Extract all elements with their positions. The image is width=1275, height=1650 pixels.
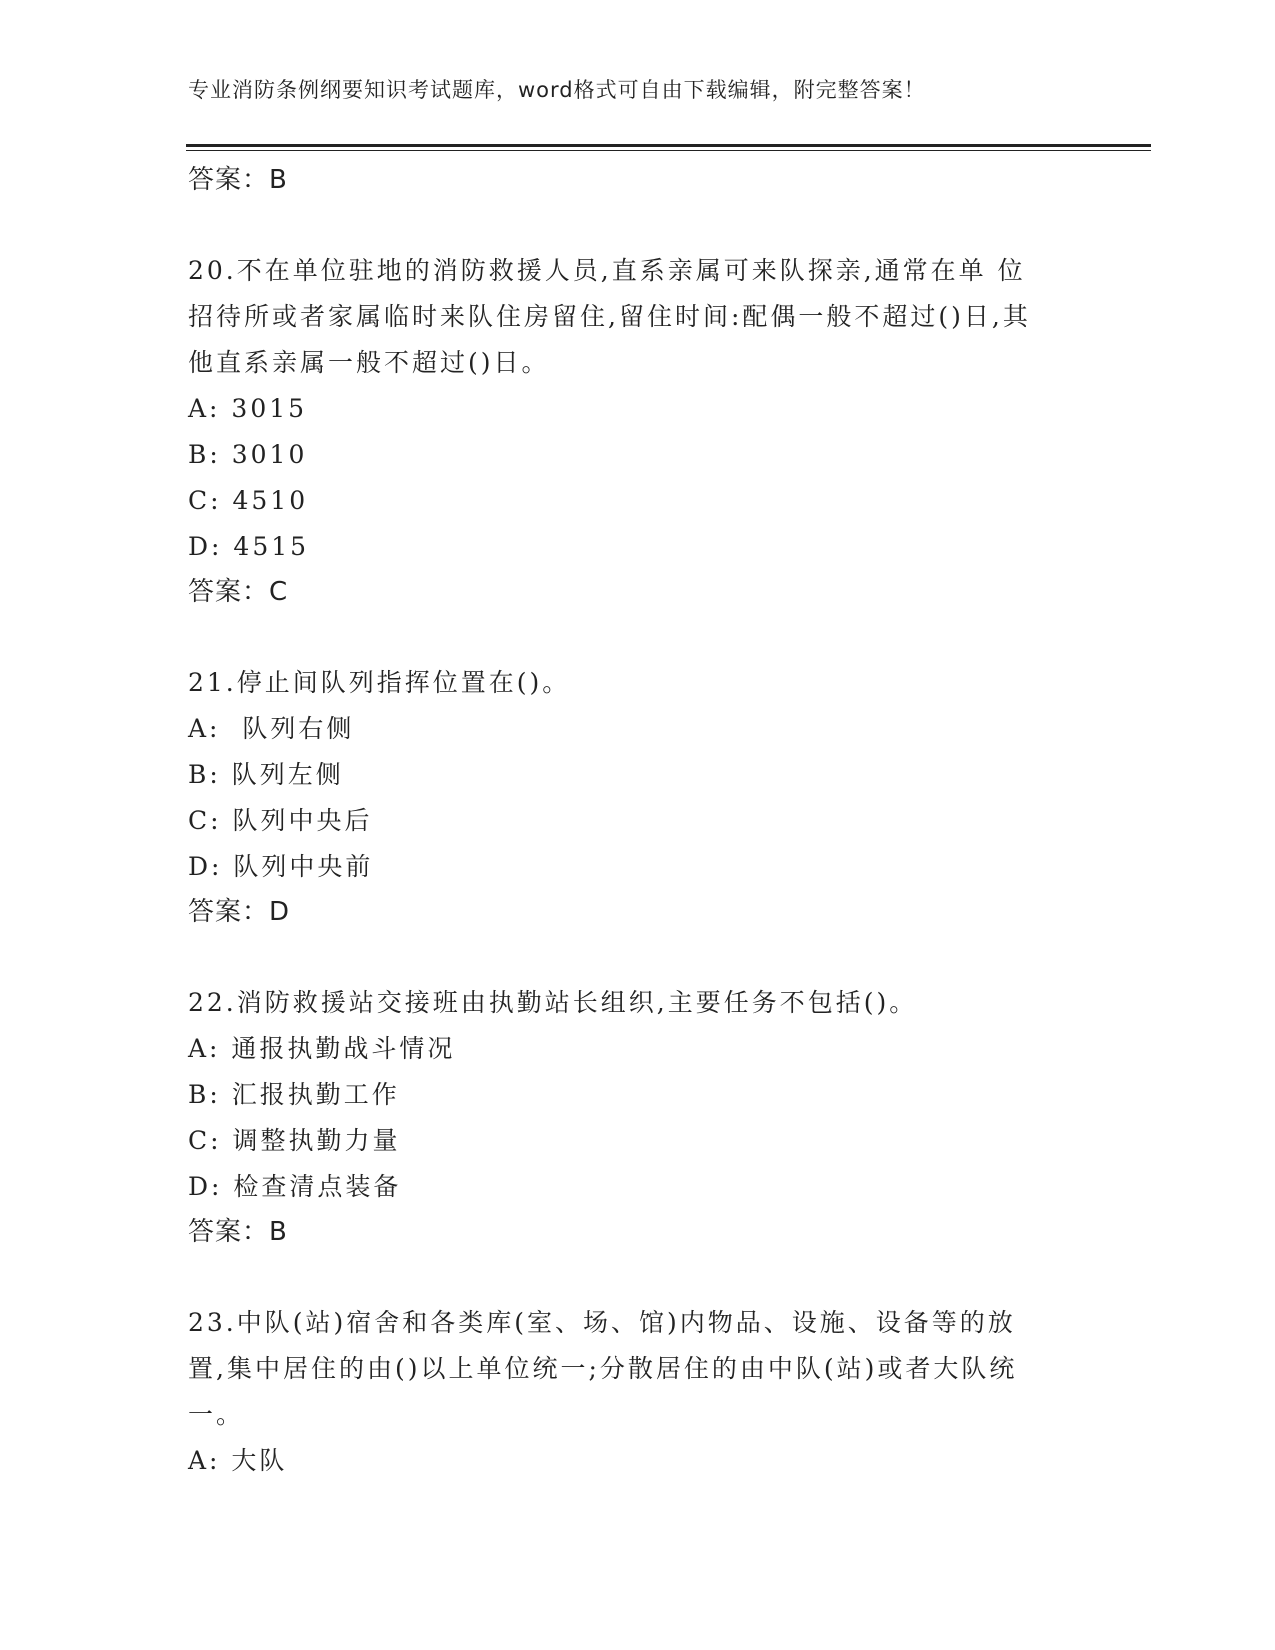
question-text: [188, 248, 1088, 386]
question-line: 21.停止间队列指挥位置在()。: [188, 668, 571, 697]
question-21: [188, 660, 1088, 934]
answer-line: 答案：D: [188, 897, 291, 927]
page-header-text: 专业消防条例纲要知识考试题库，word格式可自由下载编辑，附完整答案！: [188, 78, 926, 102]
question-line: 22.消防救援站交接班由执勤站长组织,主要任务不包括()。: [188, 988, 918, 1017]
option-d: D: 检查清点装备: [188, 1172, 402, 1201]
option-b: B: 队列左侧: [188, 760, 344, 789]
question-line: 一。: [188, 1400, 245, 1429]
option-d: D: 4515: [188, 532, 310, 561]
question-line: 23.中队(站)宿舍和各类库(室、场、馆)内物品、设施、设备等的放: [188, 1308, 1016, 1337]
option-d: D: 队列中央前: [188, 852, 374, 881]
question-line: 置,集中居住的由()以上单位统一;分散居住的由中队(站)或者大队统: [188, 1354, 1018, 1383]
option-a: A: 3015: [188, 394, 308, 423]
option-b: B: 3010: [188, 440, 308, 469]
option-a: A: 大队: [188, 1446, 288, 1475]
option-b: B: 汇报执勤工作: [188, 1080, 400, 1109]
question-text: [188, 1300, 1088, 1438]
document-body: [188, 158, 1088, 1484]
question-line: 他直系亲属一般不超过()日。: [188, 348, 550, 377]
option-c: C: 调整执勤力量: [188, 1126, 401, 1155]
header-rule-thin: [186, 150, 1151, 151]
option-c: C: 队列中央后: [188, 806, 373, 835]
answer-line: 答案：C: [188, 577, 289, 607]
option-a: A: 通报执勤战斗情况: [188, 1034, 456, 1063]
header-rule-thick: [186, 144, 1151, 147]
question-line: 20.不在单位驻地的消防救援人员,直系亲属可来队探亲,通常在单 位: [188, 256, 1026, 285]
question-text: [188, 660, 1088, 706]
question-23: [188, 1300, 1088, 1484]
question-line: 招待所或者家属临时来队住房留住,留住时间:配偶一般不超过()日,其: [188, 302, 1031, 331]
answer-line: 答案：B: [188, 165, 288, 195]
question-text: [188, 980, 1088, 1026]
question-20: [188, 248, 1088, 614]
question-22: [188, 980, 1088, 1254]
option-a: A: 队列右侧: [188, 714, 355, 743]
option-c: C: 4510: [188, 486, 309, 515]
answer-line: 答案：B: [188, 1217, 288, 1247]
